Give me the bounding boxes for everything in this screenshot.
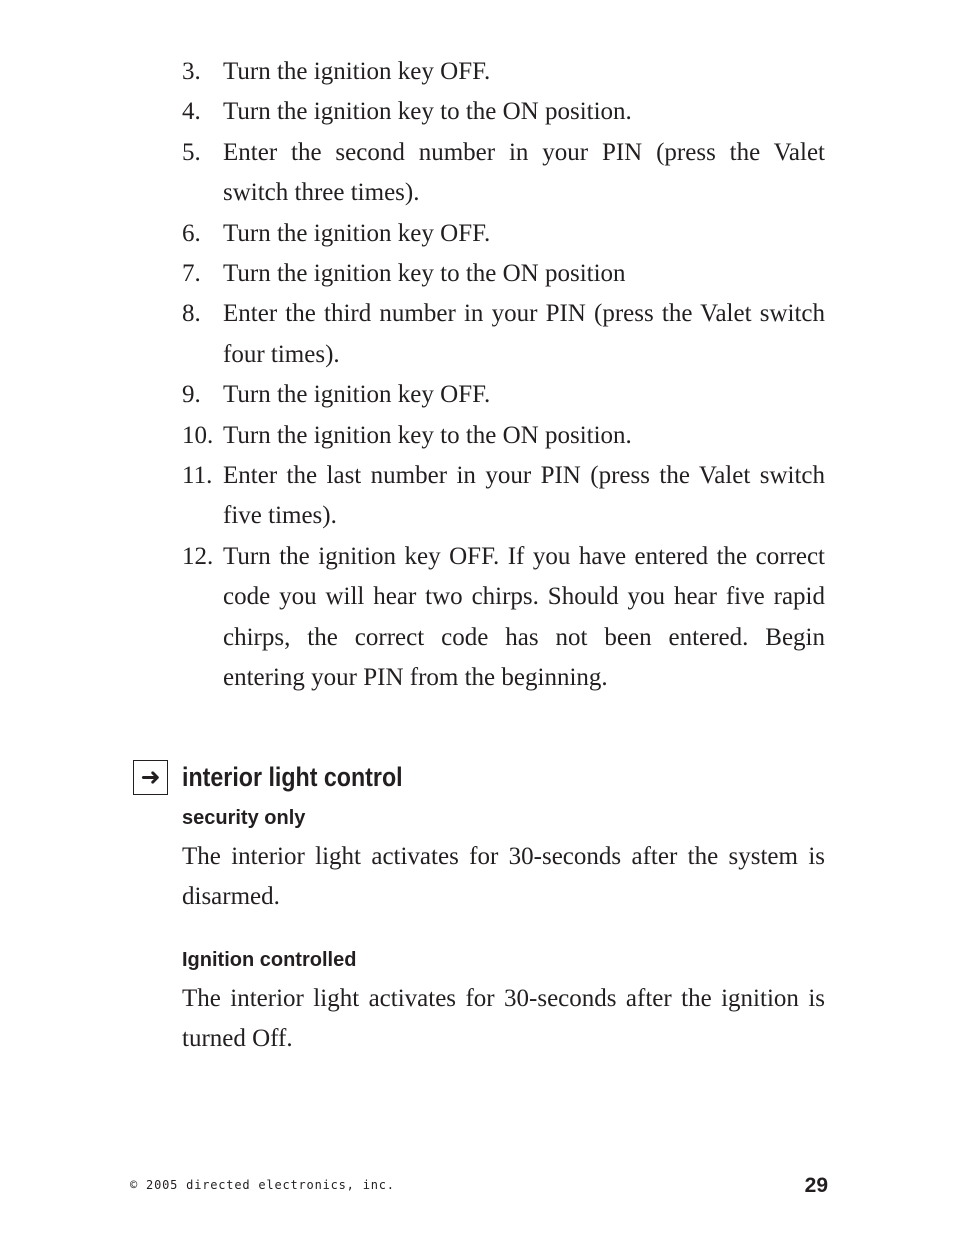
step-text: Enter the last number in your PIN (press the Valet switch five times).	[223, 462, 825, 530]
step-text: Turn the ignition key to the ON position.	[223, 98, 632, 126]
step-8	[182, 294, 825, 375]
step-number: 4.	[182, 98, 201, 126]
step-number: 11.	[182, 462, 213, 490]
step-4	[182, 92, 825, 132]
step-number: 10.	[182, 421, 214, 449]
step-text: Turn the ignition key OFF. If you have entered the correct code you will hear two chirps. Should you hear five rapid chirps, the correct code has not been entered. Begin entering your PIN from the beginning.	[223, 542, 825, 692]
security-only-text: The interior light activates for 30-seconds after the system is disarmed.	[182, 843, 825, 911]
step-text: Turn the ignition key to the ON position.	[223, 421, 632, 449]
step-text: Enter the second number in your PIN (press the Valet switch three times).	[223, 138, 825, 207]
step-number: 6.	[182, 219, 201, 247]
step-number: 12.	[182, 542, 214, 570]
step-text: Turn the ignition key OFF.	[223, 219, 491, 247]
step-5	[182, 133, 825, 214]
step-text: Turn the ignition key OFF.	[223, 381, 491, 409]
pin-entry-steps	[182, 52, 825, 699]
step-number: 7.	[182, 260, 201, 288]
ignition-controlled-heading: Ignition controlled	[182, 949, 357, 971]
arrow-right-icon: ➜	[133, 760, 168, 795]
page-number: 29	[804, 1174, 828, 1197]
section-heading	[133, 757, 403, 797]
step-number: 8.	[182, 300, 201, 328]
step-7	[182, 254, 825, 294]
step-3	[182, 52, 825, 92]
step-number: 3.	[182, 58, 201, 85]
step-text: Turn the ignition key OFF.	[223, 58, 491, 85]
step-number: 5.	[182, 138, 201, 166]
step-9	[182, 375, 825, 415]
step-text: Enter the third number in your PIN (press the Valet switch four times).	[223, 300, 825, 368]
section-title: interior light control	[182, 762, 403, 792]
step-number: 9.	[182, 381, 201, 409]
step-text: Turn the ignition key to the ON position	[223, 260, 626, 288]
security-only-heading: security only	[182, 807, 306, 829]
step-12	[182, 537, 825, 699]
step-10	[182, 416, 825, 456]
copyright-notice: © 2005 directed electronics, inc.	[130, 1178, 395, 1192]
ignition-controlled-text: The interior light activates for 30-seconds after the ignition is turned Off.	[182, 985, 825, 1053]
step-11	[182, 456, 825, 537]
step-6	[182, 214, 825, 254]
